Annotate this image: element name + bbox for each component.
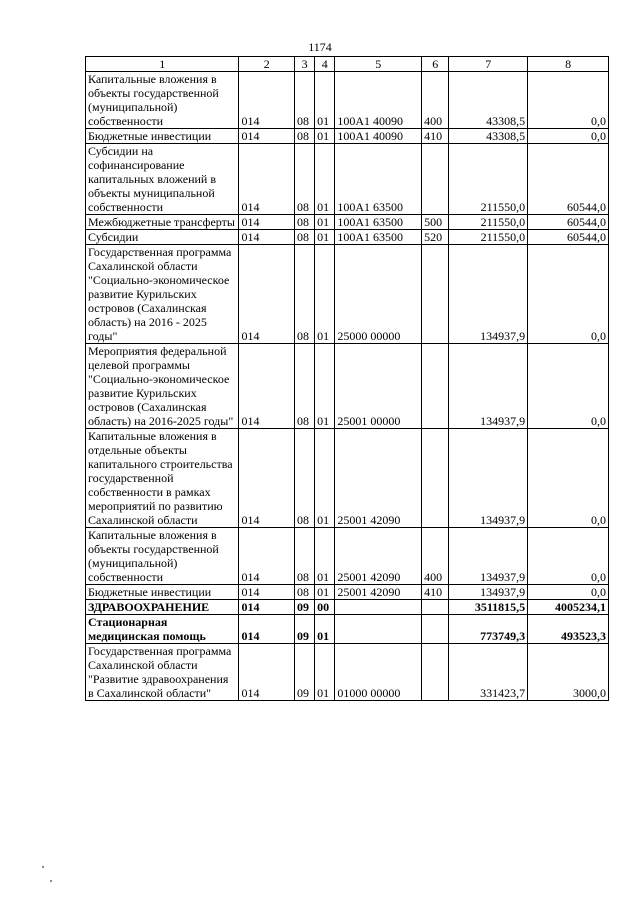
table-row (86, 144, 609, 215)
cell-c2: 014 (239, 429, 295, 528)
table-row (86, 230, 609, 245)
cell-c8: 0,0 (528, 585, 609, 600)
cell-c6: 410 (422, 585, 449, 600)
cell-c8: 0,0 (528, 528, 609, 585)
cell-c8: 0,0 (528, 72, 609, 129)
cell-c5: 100А1 40090 (335, 72, 422, 129)
row-label: Государственная программа Сахалинской области "Развитие здравоохранения в Сахалинской области" (86, 644, 239, 701)
cell-c2: 014 (239, 344, 295, 429)
table-row (86, 585, 609, 600)
row-label: Капитальные вложения в отдельные объекты капитального строительства государственной собственности в рамках мероприятий по развитию Сахалинской области (86, 429, 239, 528)
row-label: Капитальные вложения в объекты государственной (муниципальной) собственности (86, 528, 239, 585)
cell-c4: 01 (315, 528, 335, 585)
cell-c3: 09 (294, 644, 314, 701)
cell-c7: 134937,9 (449, 528, 528, 585)
budget-table (85, 56, 609, 701)
cell-c5: 25001 00000 (335, 344, 422, 429)
table-row (86, 129, 609, 144)
cell-c6: 520 (422, 230, 449, 245)
table-row (86, 344, 609, 429)
cell-c3: 09 (294, 600, 314, 615)
cell-c4: 01 (315, 144, 335, 215)
row-label: Стационарная медицинская помощь (86, 615, 239, 644)
cell-c6: 410 (422, 129, 449, 144)
cell-c4: 01 (315, 215, 335, 230)
cell-c8: 60544,0 (528, 215, 609, 230)
row-label: Мероприятия федеральной целевой программы "Социально-экономическое развитие Курильских островов (Сахалинская область) на 2016-2025 годы" (86, 344, 239, 429)
cell-c3: 08 (294, 429, 314, 528)
cell-c2: 014 (239, 585, 295, 600)
cell-c8: 3000,0 (528, 644, 609, 701)
table-row (86, 600, 609, 615)
cell-c5: 100А1 63500 (335, 230, 422, 245)
row-label: Субсидии на софинансирование капитальных вложений в объекты муниципальной собственности (86, 144, 239, 215)
row-label: Бюджетные инвестиции (86, 129, 239, 144)
cell-c8: 60544,0 (528, 144, 609, 215)
cell-c3: 08 (294, 129, 314, 144)
cell-c3: 08 (294, 344, 314, 429)
cell-c2: 014 (239, 129, 295, 144)
cell-c5 (335, 615, 422, 644)
cell-c6 (422, 144, 449, 215)
row-label: Капитальные вложения в объекты государственной (муниципальной) собственности (86, 72, 239, 129)
cell-c5: 100А1 63500 (335, 215, 422, 230)
cell-c4: 01 (315, 429, 335, 528)
cell-c4: 01 (315, 615, 335, 644)
col-header-3: 3 (294, 57, 314, 72)
col-header-6: 6 (422, 57, 449, 72)
cell-c3: 08 (294, 245, 314, 344)
scan-speck (50, 880, 52, 882)
table-row (86, 528, 609, 585)
cell-c7: 134937,9 (449, 245, 528, 344)
cell-c4: 01 (315, 245, 335, 344)
cell-c6 (422, 245, 449, 344)
cell-c2: 014 (239, 644, 295, 701)
cell-c2: 014 (239, 72, 295, 129)
table-row (86, 72, 609, 129)
cell-c2: 014 (239, 230, 295, 245)
cell-c8: 0,0 (528, 429, 609, 528)
cell-c4: 01 (315, 230, 335, 245)
row-label: Государственная программа Сахалинской области "Социально-экономическое развитие Курильских островов (Сахалинская область) на 2016 - 2025 годы" (86, 245, 239, 344)
cell-c2: 014 (239, 144, 295, 215)
row-label: Межбюджетные трансферты (86, 215, 239, 230)
cell-c4: 01 (315, 644, 335, 701)
cell-c6 (422, 615, 449, 644)
cell-c5: 01000 00000 (335, 644, 422, 701)
cell-c5: 25000 00000 (335, 245, 422, 344)
col-header-8: 8 (528, 57, 609, 72)
cell-c6: 400 (422, 528, 449, 585)
cell-c2: 014 (239, 245, 295, 344)
cell-c2: 014 (239, 600, 295, 615)
cell-c3: 08 (294, 144, 314, 215)
cell-c3: 08 (294, 215, 314, 230)
cell-c7: 43308,5 (449, 129, 528, 144)
cell-c4: 00 (315, 600, 335, 615)
cell-c3: 08 (294, 585, 314, 600)
cell-c8: 0,0 (528, 344, 609, 429)
cell-c7: 43308,5 (449, 72, 528, 129)
scan-speck (42, 866, 44, 868)
row-label: ЗДРАВООХРАНЕНИЕ (86, 600, 239, 615)
table-row (86, 429, 609, 528)
cell-c7: 134937,9 (449, 344, 528, 429)
cell-c5 (335, 600, 422, 615)
col-header-5: 5 (335, 57, 422, 72)
cell-c5: 25001 42090 (335, 585, 422, 600)
cell-c6 (422, 429, 449, 528)
table-row (86, 615, 609, 644)
cell-c2: 014 (239, 615, 295, 644)
header-row (86, 57, 609, 72)
col-header-4: 4 (315, 57, 335, 72)
cell-c6: 400 (422, 72, 449, 129)
table-row (86, 644, 609, 701)
page-number: 1174 (308, 40, 332, 54)
cell-c3: 09 (294, 615, 314, 644)
cell-c7: 134937,9 (449, 429, 528, 528)
cell-c7: 773749,3 (449, 615, 528, 644)
cell-c2: 014 (239, 215, 295, 230)
cell-c8: 60544,0 (528, 230, 609, 245)
cell-c5: 25001 42090 (335, 528, 422, 585)
cell-c3: 08 (294, 72, 314, 129)
cell-c4: 01 (315, 585, 335, 600)
row-label: Бюджетные инвестиции (86, 585, 239, 600)
cell-c6 (422, 344, 449, 429)
row-label: Субсидии (86, 230, 239, 245)
col-header-7: 7 (449, 57, 528, 72)
cell-c3: 08 (294, 230, 314, 245)
cell-c8: 4005234,1 (528, 600, 609, 615)
cell-c6: 500 (422, 215, 449, 230)
table-row (86, 245, 609, 344)
cell-c7: 134937,9 (449, 585, 528, 600)
cell-c7: 3511815,5 (449, 600, 528, 615)
cell-c7: 211550,0 (449, 215, 528, 230)
col-header-1: 1 (86, 57, 239, 72)
cell-c3: 08 (294, 528, 314, 585)
cell-c6 (422, 600, 449, 615)
cell-c7: 331423,7 (449, 644, 528, 701)
cell-c7: 211550,0 (449, 144, 528, 215)
cell-c5: 100А1 63500 (335, 144, 422, 215)
cell-c4: 01 (315, 129, 335, 144)
cell-c5: 100А1 40090 (335, 129, 422, 144)
cell-c4: 01 (315, 72, 335, 129)
col-header-2: 2 (239, 57, 295, 72)
cell-c6 (422, 644, 449, 701)
cell-c4: 01 (315, 344, 335, 429)
cell-c2: 014 (239, 528, 295, 585)
cell-c8: 0,0 (528, 245, 609, 344)
cell-c8: 0,0 (528, 129, 609, 144)
cell-c8: 493523,3 (528, 615, 609, 644)
table-row (86, 215, 609, 230)
cell-c7: 211550,0 (449, 230, 528, 245)
cell-c5: 25001 42090 (335, 429, 422, 528)
